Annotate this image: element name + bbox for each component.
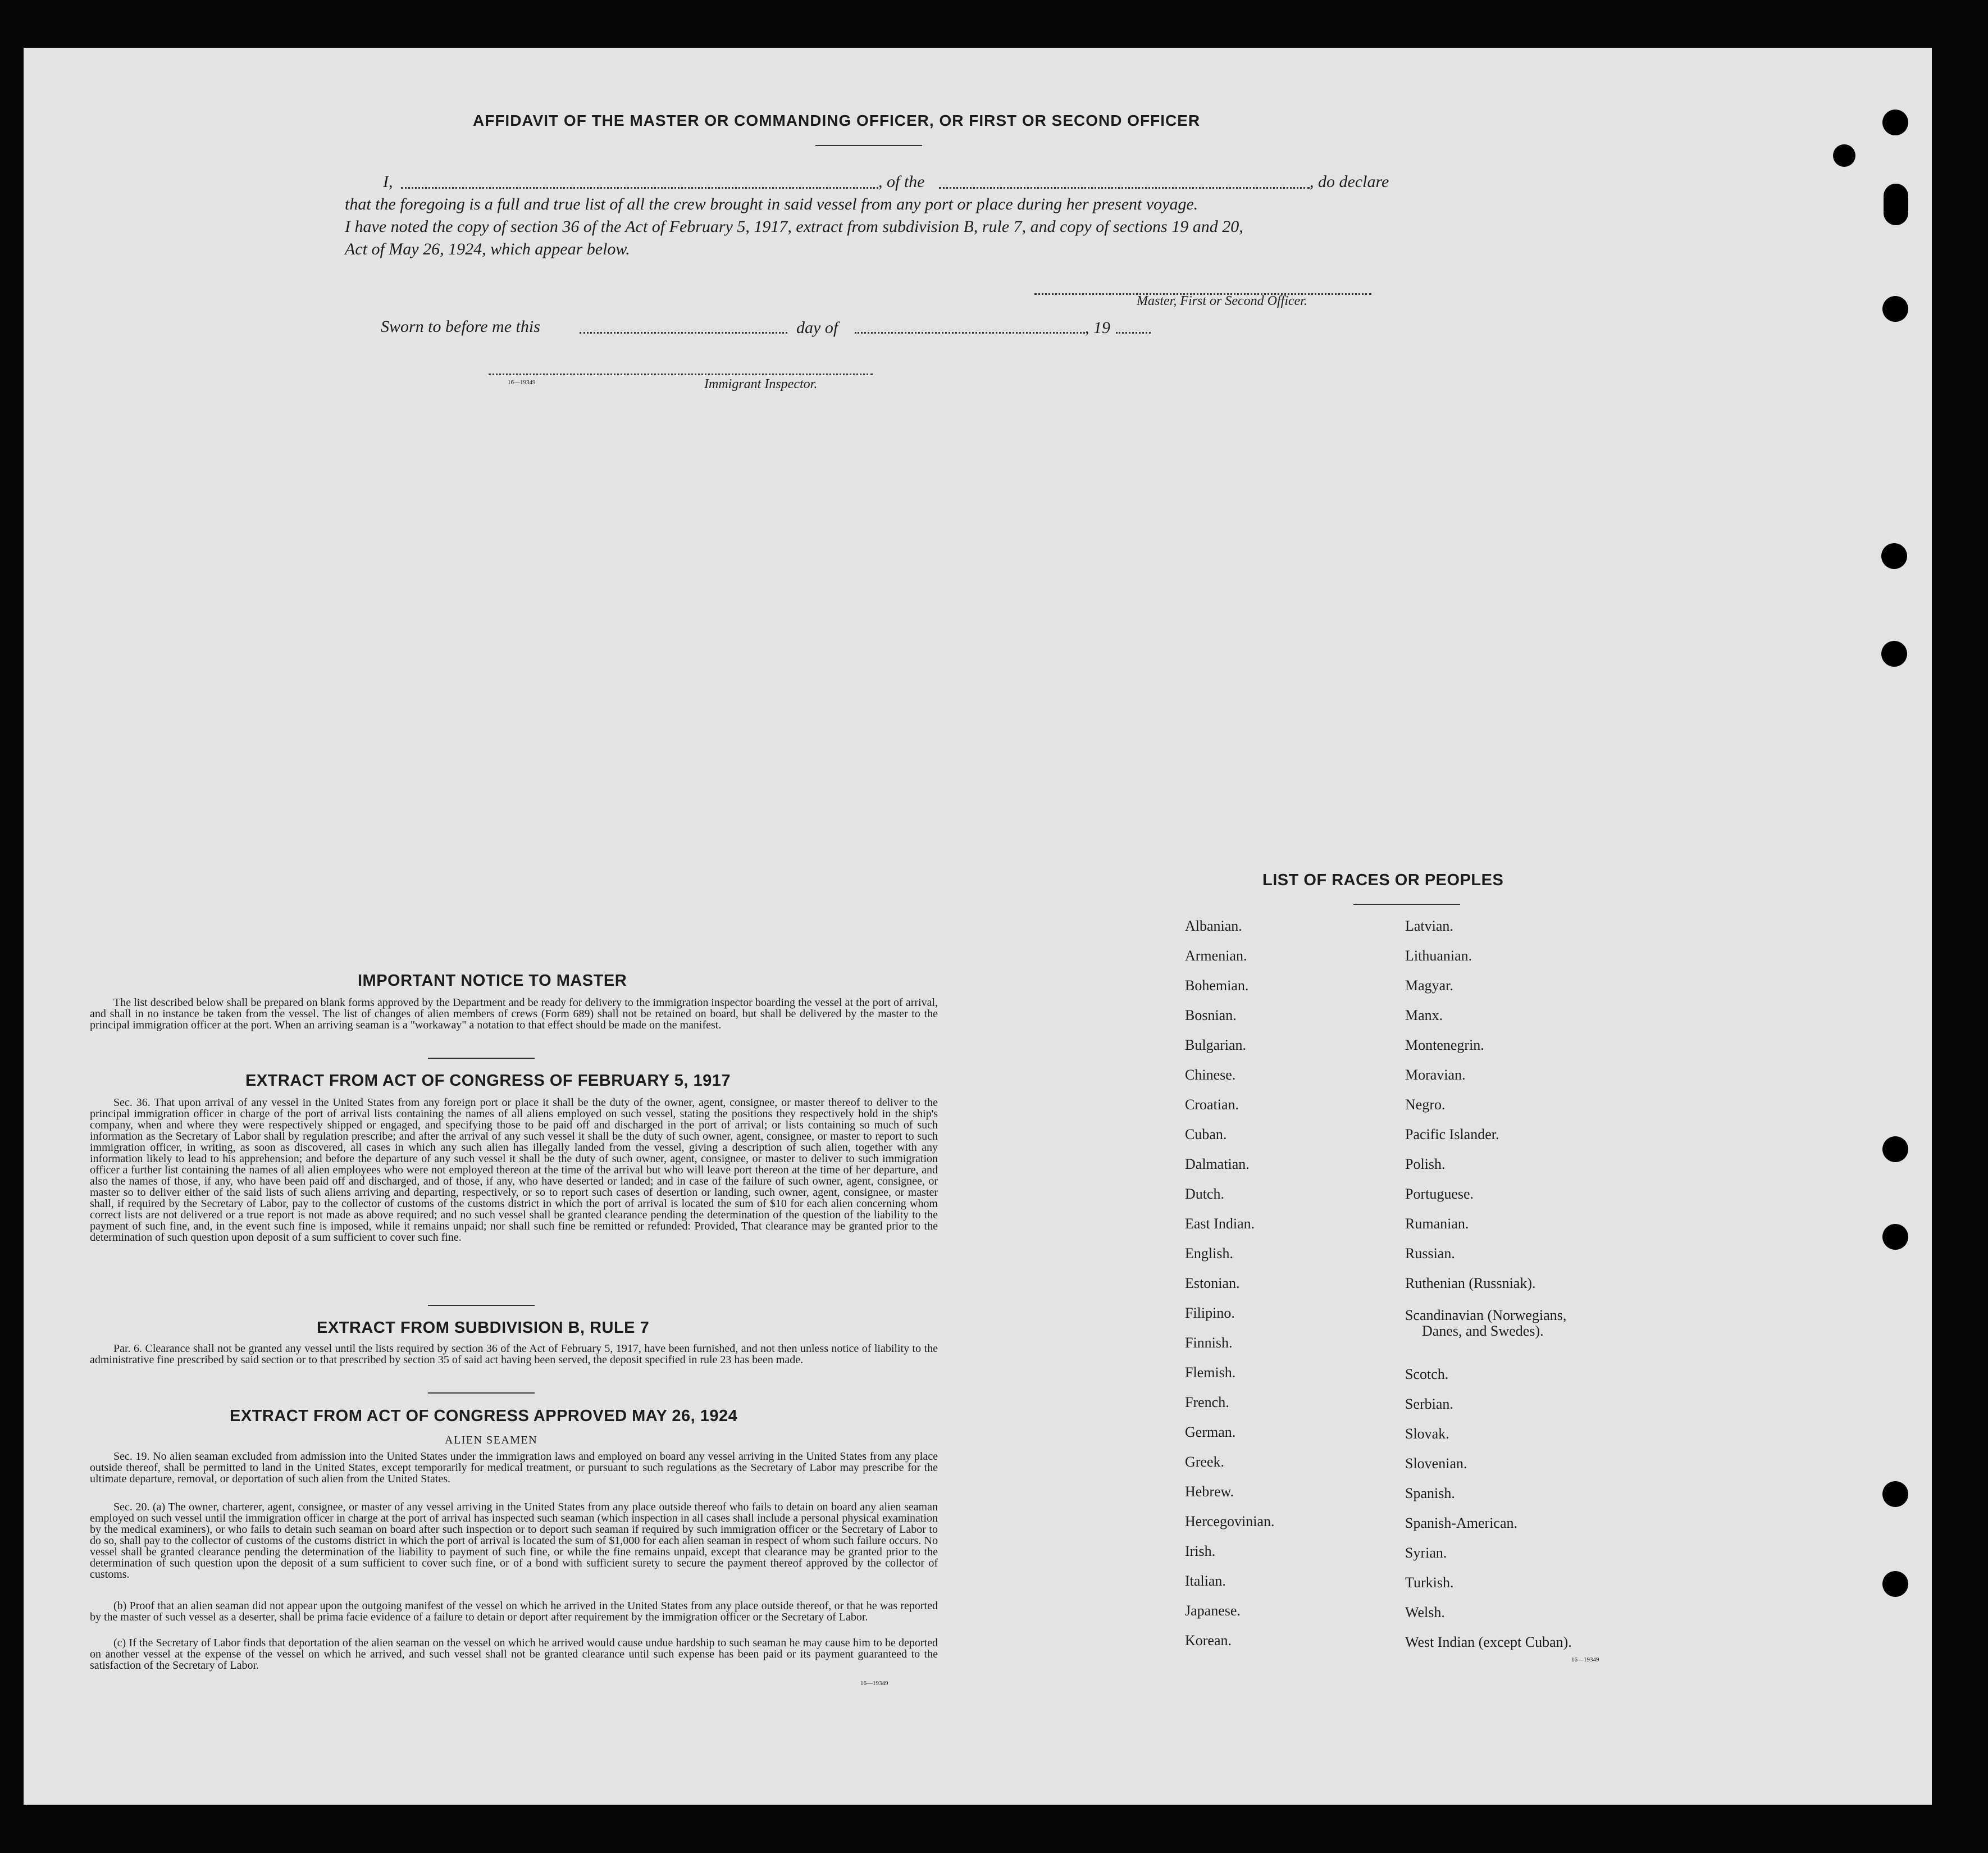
punch-hole bbox=[1833, 144, 1855, 167]
race-right-portuguese: Portuguese. bbox=[1405, 1186, 1474, 1202]
race-right-scandinavian: Scandinavian (Norwegians, bbox=[1405, 1307, 1567, 1323]
race-left-east-indian: East Indian. bbox=[1185, 1215, 1255, 1232]
sec20c-text: (c) If the Secretary of Labor finds that deportation of the alien seaman on the vessel on which he arrived would cause undue hardship to such seaman he may cause him to be deported on another vessel at the expense of the vessel on which he arrived, and such vessel shall not be granted clearance until such expense has been paid or its payment guaranteed to the satisfaction of the Secretary of Labor. bbox=[90, 1637, 938, 1672]
notice-divider bbox=[428, 1058, 535, 1059]
race-right-slovak: Slovak. bbox=[1405, 1426, 1449, 1442]
race-left-japanese: Japanese. bbox=[1185, 1602, 1241, 1619]
affidavit-declare: , do declare bbox=[1310, 172, 1389, 191]
race-left-italian: Italian. bbox=[1185, 1573, 1226, 1589]
extract-1917-title: EXTRACT FROM ACT OF CONGRESS OF FEBRUARY 5, 1917 bbox=[245, 1072, 731, 1090]
race-left-hebrew: Hebrew. bbox=[1185, 1483, 1234, 1500]
race-left-armenian: Armenian. bbox=[1185, 948, 1247, 964]
race-right-serbian: Serbian. bbox=[1405, 1396, 1453, 1412]
race-left-dalmatian: Dalmatian. bbox=[1185, 1156, 1250, 1172]
race-left-bulgarian: Bulgarian. bbox=[1185, 1037, 1247, 1053]
race-right-rumanian: Rumanian. bbox=[1405, 1215, 1469, 1232]
race-right-spanish-american: Spanish-American. bbox=[1405, 1515, 1518, 1531]
races-form-number: 16—19349 bbox=[1571, 1656, 1599, 1663]
affidavit-line4: Act of May 26, 1924, which appear below. bbox=[345, 240, 630, 258]
day-of-text: day of bbox=[796, 318, 838, 337]
day-blank[interactable] bbox=[580, 332, 787, 334]
punch-hole bbox=[1881, 641, 1907, 667]
affidavit-form-number: 16—19349 bbox=[508, 379, 536, 386]
punch-hole bbox=[1882, 1224, 1908, 1250]
extract-1917-text: Sec. 36. That upon arrival of any vessel in the United States from any foreign port or place it shall be the duty of the owner, agent, consignee, or master thereof to deliver to the principal immigration officer in charge of the port of arrival lists containing the names of all aliens employed on such vessel, stating the positions they respectively hold in the ship's company, when and where they were respectively shipped or engaged, and specifying those to be paid off and discharged in the port of arrival; or lists containing so much of such information as the Secretary of Labor shall by regulation prescribe; and after the arrival of any such vessel it shall be the duty of such owner, agent, consignee, or master to report to such immigration officer, in writing, as soon as discovered, all cases in which any such alien has illegally landed from the vessel, giving a description of such alien, together with any information likely to lead to his apprehension; and before the departure of any such vessel it shall be the duty of such owner, agent, consignee, or master to deliver to such immigration officer a further list containing the names of all alien employees who were not employed thereon at the time of the arrival but who will leave port thereon at the time of her departure, and also the names of those, if any, who have been paid off and discharged, and of those, if any, who have deserted or landed; and in case of the failure of such owner, agent, consignee, or master so to deliver either of the said lists of such aliens arriving and departing, respectively, or so to report such cases of desertion or landing, such owner, agent, consignee, or master shall, if required by the Secretary of Labor, pay to the collector of customs of the customs district in which the port of arrival is located the sum of $10 for each alien concerning whom correct lists are not delivered or a true report is not made as above required; and no such vessel shall be granted clearance pending the determination of the question of the liability to the payment of such fine, and, in the event such fine is imposed, while it remains unpaid; nor shall such fine be remitted or refunded: Provided, That clearance may be granted prior to the determination of such question upon deposit of a sum sufficient to cover such fine. bbox=[90, 1096, 938, 1244]
punch-hole bbox=[1882, 1136, 1908, 1162]
race-left-chinese: Chinese. bbox=[1185, 1067, 1236, 1083]
race-left-irish: Irish. bbox=[1185, 1543, 1216, 1559]
affidavit-line3: I have noted the copy of section 36 of the Act of February 5, 1917, extract from subdivision B, rule 7, and copy of sections 19 and 20, bbox=[345, 217, 1243, 236]
name-blank[interactable] bbox=[401, 187, 878, 189]
races-divider bbox=[1353, 904, 1460, 905]
race-right-syrian: Syrian. bbox=[1405, 1545, 1447, 1561]
race-right-scotch: Scotch. bbox=[1405, 1366, 1449, 1382]
race-right-lithuanian: Lithuanian. bbox=[1405, 948, 1472, 964]
subdivision-title: EXTRACT FROM SUBDIVISION B, RULE 7 bbox=[317, 1319, 650, 1337]
affidavit-line2: that the foregoing is a full and true list of all the crew brought in said vessel from any port or place during her present voyage. bbox=[345, 195, 1198, 213]
extract-form-number: 16—19349 bbox=[860, 1680, 888, 1687]
inspector-line[interactable] bbox=[489, 374, 873, 375]
vessel-blank[interactable] bbox=[939, 187, 1310, 189]
race-right-scandinavian-cont: Danes, and Swedes). bbox=[1422, 1323, 1544, 1339]
race-left-korean: Korean. bbox=[1185, 1632, 1232, 1649]
race-right-pacific-islander: Pacific Islander. bbox=[1405, 1126, 1499, 1142]
subdivision-text: Par. 6. Clearance shall not be granted any vessel until the lists required by section 36 of the Act of February 5, 1917, have been furnished, and not then unless notice of liability to the administrative fine prescribed by said section or to that prescribed by section 35 of said act having been served, the deposit specified in rule 23 has been made. bbox=[90, 1342, 938, 1366]
month-blank[interactable] bbox=[855, 332, 1085, 334]
race-left-bosnian: Bosnian. bbox=[1185, 1007, 1237, 1023]
subdivision-divider bbox=[428, 1392, 535, 1394]
race-left-greek: Greek. bbox=[1185, 1454, 1225, 1470]
extract-1917-divider bbox=[428, 1305, 535, 1306]
title-divider bbox=[815, 145, 922, 146]
race-right-manx: Manx. bbox=[1405, 1007, 1443, 1023]
sec19-text: Sec. 19. No alien seaman excluded from admission into the United States under the immigration laws and employed on board any vessel arriving in the United States from any place outside thereof, shall be permitted to land in the United States, except temporarily for medical treatment, or pursuant to such regulations as the Secretary of Labor may prescribe for the ultimate departure, removal, or deportation of such alien from the United States. bbox=[90, 1450, 938, 1485]
race-left-estonian: Estonian. bbox=[1185, 1275, 1240, 1291]
sec20b-text: (b) Proof that an alien seaman did not appear upon the outgoing manifest of the vessel on which he arrived in the United States from any place outside thereof, or that he was reported by the master of such vessel as a deserter, shall be prima facie evidence of a failure to detain or deport after requirement by the immigration officer or the Secretary of Labor. bbox=[90, 1600, 938, 1623]
race-right-latvian: Latvian. bbox=[1405, 918, 1453, 934]
race-left-croatian: Croatian. bbox=[1185, 1096, 1239, 1113]
year-blank[interactable] bbox=[1116, 332, 1151, 334]
affidavit-i: I, bbox=[383, 172, 393, 191]
race-right-moravian: Moravian. bbox=[1405, 1067, 1466, 1083]
race-left-albanian: Albanian. bbox=[1185, 918, 1242, 934]
punch-hole bbox=[1881, 543, 1907, 569]
race-right-negro: Negro. bbox=[1405, 1096, 1446, 1113]
punch-hole bbox=[1882, 1481, 1908, 1507]
race-left-french: French. bbox=[1185, 1394, 1229, 1410]
race-left-flemish: Flemish. bbox=[1185, 1364, 1236, 1381]
extract-1924-title: EXTRACT FROM ACT OF CONGRESS APPROVED MAY 26, 1924 bbox=[230, 1407, 738, 1425]
race-right-polish: Polish. bbox=[1405, 1156, 1446, 1172]
sec20a-text: Sec. 20. (a) The owner, charterer, agent, consignee, or master of any vessel arriving in the United States from any place outside thereof who fails to detain on board any alien seaman employed on such vessel until the immigration officer in charge at the port of arrival has inspected such seaman (which inspection in all cases shall include a personal physical examination by the medical examiners), or who fails to detain such seaman on board after such inspection or to deport such seaman if required by such immigration officer or the Secretary of Labor to do so, shall pay to the collector of customs of the customs district in which the port of arrival is located the sum of $1,000 for each alien seaman in respect of whom such failure occurs. No vessel shall be granted clearance pending the determination of the liability to payment of such fine, or while the fine remains unpaid, except that clearance may be granted prior to the determination of such question upon the deposit of a sum sufficient to cover such fine, or of a bond with sufficient surety to secure the payment thereof approved by the collector of customs. bbox=[90, 1501, 938, 1581]
race-left-hercegovinian: Hercegovinian. bbox=[1185, 1513, 1275, 1529]
year-text: , 19 bbox=[1085, 318, 1110, 337]
race-left-filipino: Filipino. bbox=[1185, 1305, 1235, 1321]
race-left-english: English. bbox=[1185, 1245, 1233, 1262]
race-right-russian: Russian. bbox=[1405, 1245, 1455, 1262]
race-left-german: German. bbox=[1185, 1424, 1236, 1440]
race-left-cuban: Cuban. bbox=[1185, 1126, 1227, 1142]
alien-seamen-subtitle: ALIEN SEAMEN bbox=[445, 1434, 538, 1446]
affidavit-of-the: , of the bbox=[878, 172, 925, 191]
notice-title: IMPORTANT NOTICE TO MASTER bbox=[358, 972, 627, 990]
race-left-dutch: Dutch. bbox=[1185, 1186, 1225, 1202]
races-title: LIST OF RACES OR PEOPLES bbox=[1262, 871, 1504, 889]
race-right-slovenian: Slovenian. bbox=[1405, 1455, 1467, 1472]
signature-label: Master, First or Second Officer. bbox=[1137, 294, 1307, 308]
form-page bbox=[24, 48, 1932, 1805]
race-right-spanish: Spanish. bbox=[1405, 1485, 1455, 1501]
affidavit-title: AFFIDAVIT OF THE MASTER OR COMMANDING OFFICER, OR FIRST OR SECOND OFFICER bbox=[473, 112, 1201, 129]
race-right-welsh: Welsh. bbox=[1405, 1604, 1445, 1620]
punch-hole bbox=[1884, 184, 1908, 225]
race-right-west-indian: West Indian (except Cuban). bbox=[1405, 1634, 1572, 1650]
race-right-turkish: Turkish. bbox=[1405, 1574, 1454, 1591]
sworn-text: Sworn to before me this bbox=[381, 317, 540, 336]
punch-hole bbox=[1882, 296, 1908, 322]
punch-hole bbox=[1882, 1571, 1908, 1597]
race-right-montenegrin: Montenegrin. bbox=[1405, 1037, 1484, 1053]
race-right-magyar: Magyar. bbox=[1405, 977, 1453, 994]
race-left-finnish: Finnish. bbox=[1185, 1335, 1233, 1351]
notice-text: The list described below shall be prepared on blank forms approved by the Department and be ready for delivery to the immigration inspector boarding the vessel at the port of arrival, and shall in no instance be taken from the vessel. The list of changes of alien members of crews (Form 689) shall not be retained on board, but shall be delivered by the master to the principal immigration officer at the port. When an arriving seaman is a "workaway" a notation to that effect should be made on the manifest. bbox=[90, 996, 938, 1031]
inspector-label: Immigrant Inspector. bbox=[704, 377, 818, 391]
race-left-bohemian: Bohemian. bbox=[1185, 977, 1249, 994]
punch-hole bbox=[1882, 110, 1908, 135]
race-right-ruthenian: Ruthenian (Russniak). bbox=[1405, 1275, 1536, 1291]
